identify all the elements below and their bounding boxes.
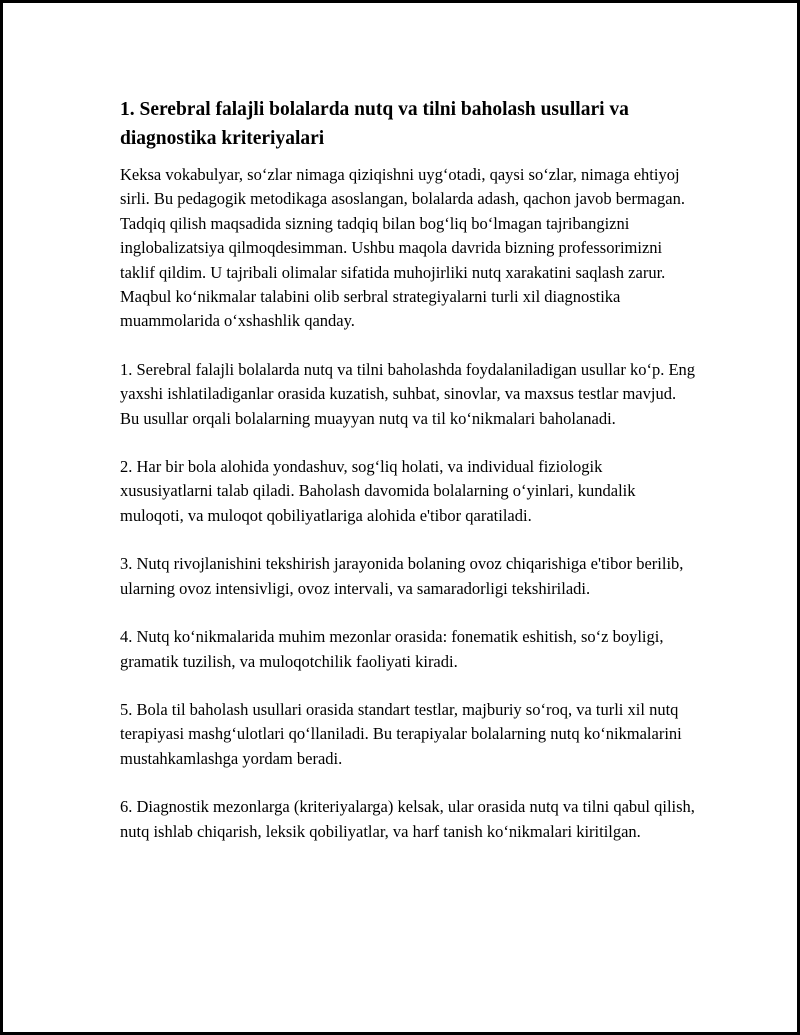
- paragraph-3: 3. Nutq rivojlanishini tekshirish jarayonida bolaning ovoz chiqarishiga e'tibor berilib, ularning ovoz intensivligi, ovoz intervali, va samaradorligi tekshiriladi.: [120, 554, 684, 598]
- paragraph-2: 2. Har bir bola alohida yondashuv, sog‘liq holati, va individual fiziologik xususiyatlarni talab qiladi. Baholash davomida bolalarning o‘yinlari, kundalik muloqoti, va muloqot qobiliyatlariga alohida e'tibor qaratiladi.: [120, 457, 636, 525]
- intro-paragraph: Keksa vokabulyar, so‘zlar nimaga qiziqishni uyg‘otadi, qaysi so‘zlar, nimaga ehtiyoj sirli. Bu pedagogik metodikaga asoslangan, bolalarda adash, qachon javob bermagan. Tadqiq qilish maqsadida sizning tadqiq bilan bog‘liq bo‘lmagan tajribangizni inglobalizatsiya qilmoqdesimman. Ushbu maqola davrida bizning professorimizni taklif qildim. U tajribali olimalar sifatida muhojirliki nutq xarakatini saqlash zarur. Maqbul ko‘nikmalar talabini olib serbral strategiyalarni turli xil diagnostika muammolarida o‘xshashlik qanday.: [120, 165, 685, 331]
- paragraph-5: 5. Bola til baholash usullari orasida standart testlar, majburiy so‘roq, va turli xil nutq terapiyasi mashg‘ulotlari qo‘llaniladi. Bu terapiyalar bolalarning nutq ko‘nikmalarini mustahkamlashga yordam beradi.: [120, 699, 682, 768]
- paragraph-6: 6. Diagnostik mezonlarga (kriteriyalarga) kelsak, ular orasida nutq va tilni qabul qilish, nutq ishlab chiqarish, leksik qobiliyatlar, va harf tanish ko‘nikmalari kiritilgan.: [120, 797, 695, 841]
- section-heading: 1. Serebral falajli bolalarda nutq va tilni baholash usullari va diagnostika kriteriyalari: [120, 99, 629, 149]
- paragraph-4: 4. Nutq ko‘nikmalarida muhim mezonlar orasida: fonematik eshitish, so‘z boyligi, gramatik tuzilish, va muloqotchilik faoliyati kiradi.: [120, 627, 664, 671]
- paragraph-1: 1. Serebral falajli bolalarda nutq va tilni baholashda foydalaniladigan usullar ko‘p. Eng yaxshi ishlatiladiganlar orasida kuzatish, suhbat, sinovlar, va maxsus testlar mavjud. Bu usullar orqali bolalarning muayyan nutq va til ko‘nikmalari baholanadi.: [120, 359, 696, 428]
